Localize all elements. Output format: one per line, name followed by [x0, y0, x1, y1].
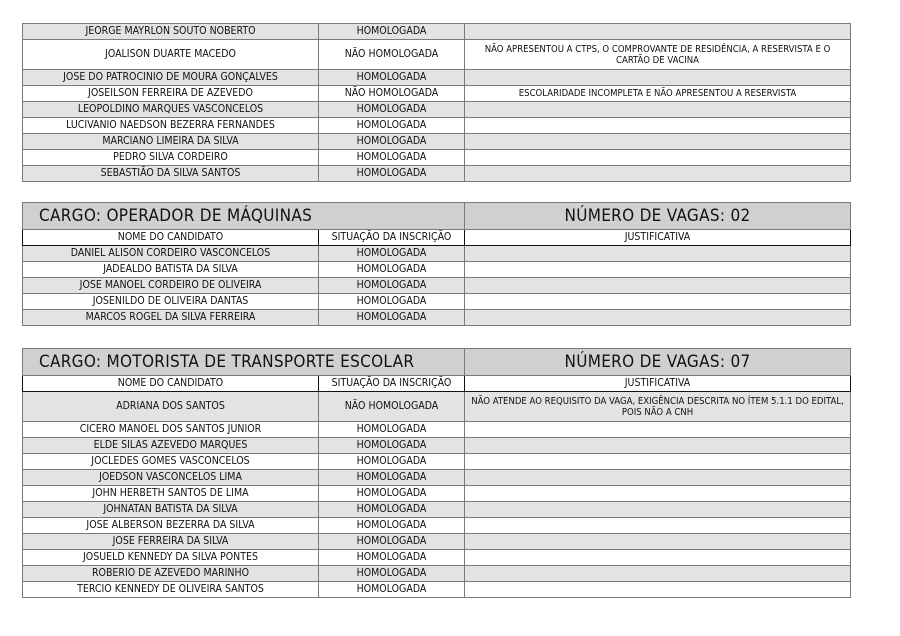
- table-row: [23, 70, 851, 86]
- candidate-name: JOSE FERREIRA DA SILVA: [23, 534, 319, 550]
- registration-status: HOMOLOGADA: [319, 262, 465, 278]
- justification: NÃO APRESENTOU A CTPS, O COMPROVANTE DE RESIDÊNCIA, A RESERVISTA E O CARTÃO DE VACINA: [465, 40, 851, 70]
- table-row: [23, 40, 851, 70]
- registration-status: HOMOLOGADA: [319, 566, 465, 582]
- candidate-name: JOSENILDO DE OLIVEIRA DANTAS: [23, 294, 319, 310]
- candidate-name: JOHN HERBETH SANTOS DE LIMA: [23, 486, 319, 502]
- table-row: [23, 24, 851, 40]
- justification: [465, 582, 851, 598]
- candidate-name: MARCIANO LIMEIRA DA SILVA: [23, 134, 319, 150]
- justification: [465, 134, 851, 150]
- column-header-status: SITUAÇÃO DA INSCRIÇÃO: [319, 376, 465, 392]
- table-row: [23, 486, 851, 502]
- table-row: [23, 294, 851, 310]
- candidate-name: JOSEILSON FERREIRA DE AZEVEDO: [23, 86, 319, 102]
- candidate-name: CICERO MANOEL DOS SANTOS JUNIOR: [23, 422, 319, 438]
- justification: [465, 70, 851, 86]
- justification: [465, 150, 851, 166]
- table-row: [23, 102, 851, 118]
- candidates-table: [22, 23, 851, 182]
- table-row: [23, 310, 851, 326]
- candidate-name: JOEDSON VASCONCELOS LIMA: [23, 470, 319, 486]
- candidate-name: JOCLEDES GOMES VASCONCELOS: [23, 454, 319, 470]
- cargo-title: CARGO: MOTORISTA DE TRANSPORTE ESCOLAR: [23, 349, 465, 376]
- column-header-name: NOME DO CANDIDATO: [23, 230, 319, 246]
- table-row: [23, 502, 851, 518]
- candidate-name: JOALISON DUARTE MACEDO: [23, 40, 319, 70]
- table-row: [23, 278, 851, 294]
- table-row: [23, 134, 851, 150]
- justification: [465, 262, 851, 278]
- table-row: [23, 470, 851, 486]
- registration-status: NÃO HOMOLOGADA: [319, 40, 465, 70]
- candidate-name: JOSUELD KENNEDY DA SILVA PONTES: [23, 550, 319, 566]
- table-row: [23, 86, 851, 102]
- candidate-name: LEOPOLDINO MARQUES VASCONCELOS: [23, 102, 319, 118]
- registration-status: HOMOLOGADA: [319, 246, 465, 262]
- candidate-name: ELDE SILAS AZEVEDO MARQUES: [23, 438, 319, 454]
- justification: [465, 102, 851, 118]
- table-row: [23, 166, 851, 182]
- candidate-name: JOSE DO PATROCINIO DE MOURA GONÇALVES: [23, 70, 319, 86]
- vacancies-count: NÚMERO DE VAGAS: 07: [465, 349, 851, 376]
- column-header-justification: JUSTIFICATIVA: [465, 376, 851, 392]
- justification: [465, 278, 851, 294]
- registration-status: HOMOLOGADA: [319, 24, 465, 40]
- registration-status: HOMOLOGADA: [319, 150, 465, 166]
- justification: [465, 486, 851, 502]
- table-row: [23, 438, 851, 454]
- registration-status: HOMOLOGADA: [319, 166, 465, 182]
- candidates-table: [22, 348, 851, 598]
- registration-status: HOMOLOGADA: [319, 70, 465, 86]
- registration-status: HOMOLOGADA: [319, 310, 465, 326]
- table-row: [23, 392, 851, 422]
- column-headers: [23, 376, 851, 392]
- justification: [465, 518, 851, 534]
- justification: [465, 310, 851, 326]
- registration-status: HOMOLOGADA: [319, 438, 465, 454]
- registration-status: HOMOLOGADA: [319, 118, 465, 134]
- table-row: [23, 150, 851, 166]
- registration-status: NÃO HOMOLOGADA: [319, 392, 465, 422]
- registration-status: HOMOLOGADA: [319, 278, 465, 294]
- cargo-title: CARGO: OPERADOR DE MÁQUINAS: [23, 203, 465, 230]
- justification: [465, 534, 851, 550]
- justification: [465, 118, 851, 134]
- table-row: [23, 118, 851, 134]
- justification: [465, 294, 851, 310]
- justification: [465, 454, 851, 470]
- table-row: [23, 262, 851, 278]
- justification: [465, 246, 851, 262]
- candidate-name: LUCIVANIO NAEDSON BEZERRA FERNANDES: [23, 118, 319, 134]
- justification: [465, 24, 851, 40]
- justification: [465, 422, 851, 438]
- registration-status: HOMOLOGADA: [319, 294, 465, 310]
- registration-status: HOMOLOGADA: [319, 518, 465, 534]
- table-row: [23, 550, 851, 566]
- section-header: [23, 349, 851, 376]
- section-operador-maquinas: [22, 202, 851, 326]
- registration-status: HOMOLOGADA: [319, 582, 465, 598]
- registration-status: HOMOLOGADA: [319, 470, 465, 486]
- candidate-name: ROBERIO DE AZEVEDO MARINHO: [23, 566, 319, 582]
- justification: [465, 438, 851, 454]
- table-row: [23, 422, 851, 438]
- registration-status: HOMOLOGADA: [319, 422, 465, 438]
- registration-status: NÃO HOMOLOGADA: [319, 86, 465, 102]
- candidate-name: SEBASTIÃO DA SILVA SANTOS: [23, 166, 319, 182]
- registration-status: HOMOLOGADA: [319, 454, 465, 470]
- justification: [465, 550, 851, 566]
- candidate-name: JADEALDO BATISTA DA SILVA: [23, 262, 319, 278]
- registration-status: HOMOLOGADA: [319, 134, 465, 150]
- column-header-justification: JUSTIFICATIVA: [465, 230, 851, 246]
- justification: [465, 566, 851, 582]
- candidate-name: TERCIO KENNEDY DE OLIVEIRA SANTOS: [23, 582, 319, 598]
- justification: NÃO ATENDE AO REQUISITO DA VAGA, EXIGÊNCIA DESCRITA NO ÍTEM 5.1.1 DO EDITAL, POIS NÃO A CNH: [465, 392, 851, 422]
- candidate-name: ADRIANA DOS SANTOS: [23, 392, 319, 422]
- section-motorista-transporte-escolar: [22, 348, 851, 598]
- justification: [465, 166, 851, 182]
- table-row: [23, 566, 851, 582]
- column-header-status: SITUAÇÃO DA INSCRIÇÃO: [319, 230, 465, 246]
- candidates-table: [22, 202, 851, 326]
- registration-status: HOMOLOGADA: [319, 102, 465, 118]
- section-header: [23, 203, 851, 230]
- candidate-name: JOSE ALBERSON BEZERRA DA SILVA: [23, 518, 319, 534]
- candidate-name: JEORGE MAYRLON SOUTO NOBERTO: [23, 24, 319, 40]
- table-row: [23, 454, 851, 470]
- table-row: [23, 246, 851, 262]
- justification: ESCOLARIDADE INCOMPLETA E NÃO APRESENTOU A RESERVISTA: [465, 86, 851, 102]
- table-continuation: [22, 23, 851, 182]
- candidate-name: MARCOS ROGEL DA SILVA FERREIRA: [23, 310, 319, 326]
- column-headers: [23, 230, 851, 246]
- justification: [465, 502, 851, 518]
- column-header-name: NOME DO CANDIDATO: [23, 376, 319, 392]
- vacancies-count: NÚMERO DE VAGAS: 02: [465, 203, 851, 230]
- candidate-name: DANIEL ALISON CORDEIRO VASCONCELOS: [23, 246, 319, 262]
- candidate-name: JOSE MANOEL CORDEIRO DE OLIVEIRA: [23, 278, 319, 294]
- registration-status: HOMOLOGADA: [319, 486, 465, 502]
- registration-status: HOMOLOGADA: [319, 534, 465, 550]
- justification: [465, 470, 851, 486]
- registration-status: HOMOLOGADA: [319, 550, 465, 566]
- table-row: [23, 534, 851, 550]
- candidate-name: PEDRO SILVA CORDEIRO: [23, 150, 319, 166]
- table-row: [23, 518, 851, 534]
- candidate-name: JOHNATAN BATISTA DA SILVA: [23, 502, 319, 518]
- table-row: [23, 582, 851, 598]
- registration-status: HOMOLOGADA: [319, 502, 465, 518]
